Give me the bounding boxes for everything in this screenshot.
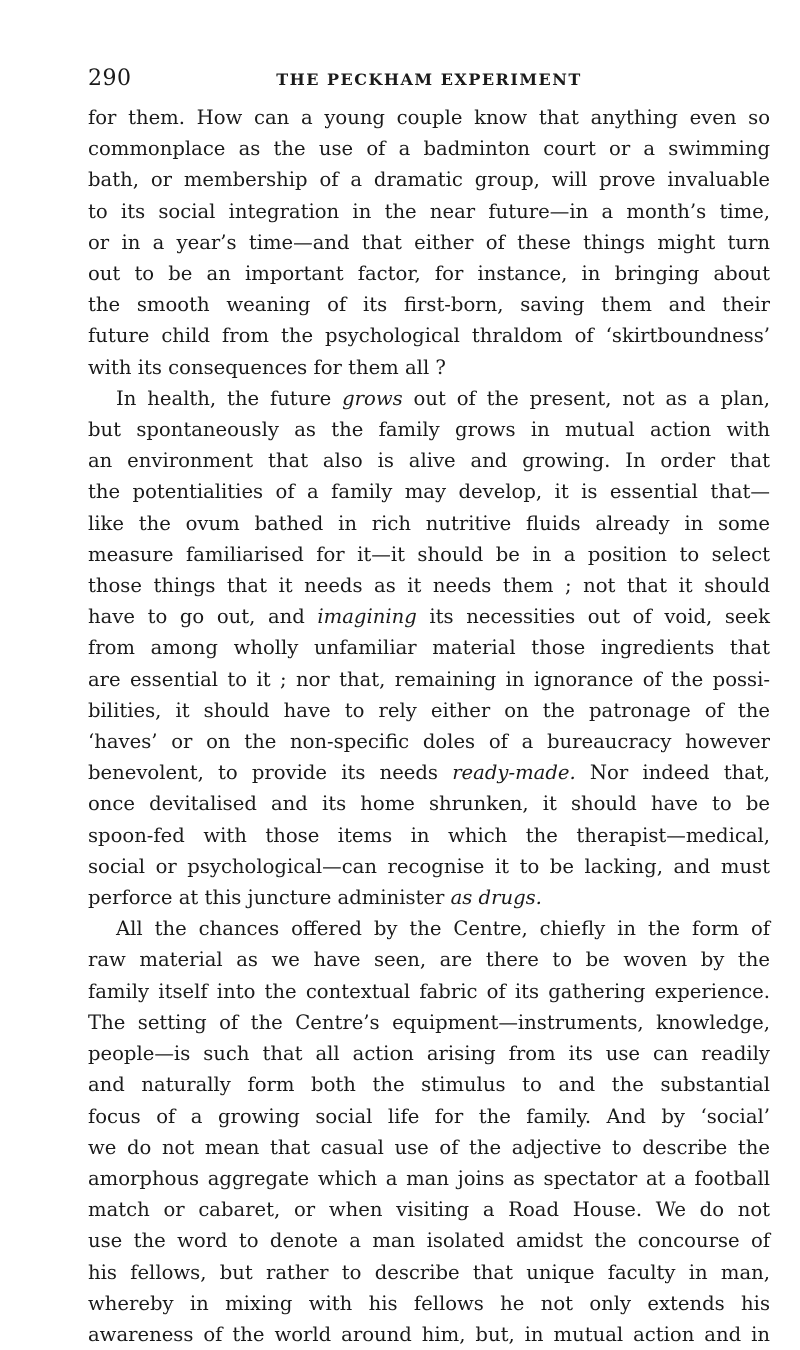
paragraph — [88, 913, 770, 1350]
text-line: his fellows, but rather to describe that unique faculty in man, — [88, 1260, 770, 1284]
text-line: bath, or membership of a dramatic group, will prove invaluable — [88, 168, 770, 192]
paragraph — [88, 102, 770, 383]
text-line: are essential to it ; nor that, remaining in ignorance of the possi- — [88, 667, 770, 691]
text-line: raw material as we have seen, are there to be woven by the — [88, 948, 770, 972]
text-line: bilities, it should have to rely either on the patronage of the — [88, 698, 770, 722]
emphasis: imagining — [317, 605, 417, 629]
text-line: and naturally form both the stimulus to and the substantial — [88, 1073, 770, 1097]
book-page — [88, 66, 770, 1350]
emphasis: grows — [342, 386, 403, 410]
text-line: perforce at this juncture administer as drugs. — [88, 886, 542, 910]
text-line: with its consequences for them all ? — [88, 355, 446, 379]
text-line: or in a year’s time—and that either of these things might turn — [88, 230, 770, 254]
text-line: social or psychological—can recognise it to be lacking, and must — [88, 854, 770, 878]
text-line: focus of a growing social life for the family. And by ‘social’ — [88, 1104, 770, 1128]
emphasis: ready-made. — [452, 761, 576, 785]
running-head: THE PECKHAM EXPERIMENT — [276, 70, 582, 89]
text-line: out to be an important factor, for instance, in bringing about — [88, 262, 770, 286]
text-line: those things that it needs as it needs them ; not that it should — [88, 574, 770, 598]
text-line: people—is such that all action arising from its use can readily — [88, 1042, 770, 1066]
text-line: commonplace as the use of a badminton court or a swimming — [88, 137, 770, 161]
emphasis: as drugs. — [450, 886, 542, 910]
text-line: future child from the psychological thraldom of ‘skirtboundness’ — [88, 324, 770, 348]
text-line: the smooth weaning of its first-born, saving them and their — [88, 293, 770, 317]
text-line: spoon-fed with those items in which the therapist—medical, — [88, 823, 770, 847]
text-line: awareness of the world around him, but, in mutual action and in — [88, 1322, 770, 1346]
text-line: an environment that also is alive and growing. In order that — [88, 449, 770, 473]
text-line: measure familiarised for it—it should be in a position to select — [88, 542, 770, 566]
text-line: All the chances offered by the Centre, chiefly in the form of — [116, 917, 770, 941]
text-line: whereby in mixing with his fellows he not only extends his — [88, 1291, 770, 1315]
text-line: The setting of the Centre’s equipment—instruments, knowledge, — [88, 1010, 770, 1034]
text-line: In health, the future grows out of the present, not as a plan, — [116, 386, 770, 410]
text-line: family itself into the contextual fabric of its gathering experience. — [88, 979, 770, 1003]
body-text — [88, 102, 770, 1350]
text-line: we do not mean that casual use of the adjective to describe the — [88, 1135, 770, 1159]
text-line: for them. How can a young couple know that anything even so — [88, 106, 770, 129]
text-line: from among wholly unfamiliar material those ingredients that — [88, 636, 770, 660]
text-line: have to go out, and imagining its necessities out of void, seek — [88, 605, 770, 629]
text-line: but spontaneously as the family grows in mutual action with — [88, 418, 770, 442]
text-line: match or cabaret, or when visiting a Road House. We do not — [88, 1198, 770, 1222]
page-header — [88, 66, 770, 96]
text-line: use the word to denote a man isolated amidst the concourse of — [88, 1229, 770, 1253]
text-line: benevolent, to provide its needs ready-made. Nor indeed that, — [88, 761, 770, 785]
text-line: once devitalised and its home shrunken, it should have to be — [88, 792, 770, 816]
text-line: like the ovum bathed in rich nutritive fluids already in some — [88, 511, 770, 535]
text-line: the potentialities of a family may develop, it is essential that— — [88, 480, 770, 504]
text-line: ‘haves’ or on the non-specific doles of a bureaucracy however — [88, 730, 770, 754]
text-line: amorphous aggregate which a man joins as spectator at a football — [88, 1166, 770, 1190]
paragraph — [88, 383, 770, 913]
page-number: 290 — [88, 66, 132, 91]
text-line: to its social integration in the near future—in a month’s time, — [88, 199, 770, 223]
